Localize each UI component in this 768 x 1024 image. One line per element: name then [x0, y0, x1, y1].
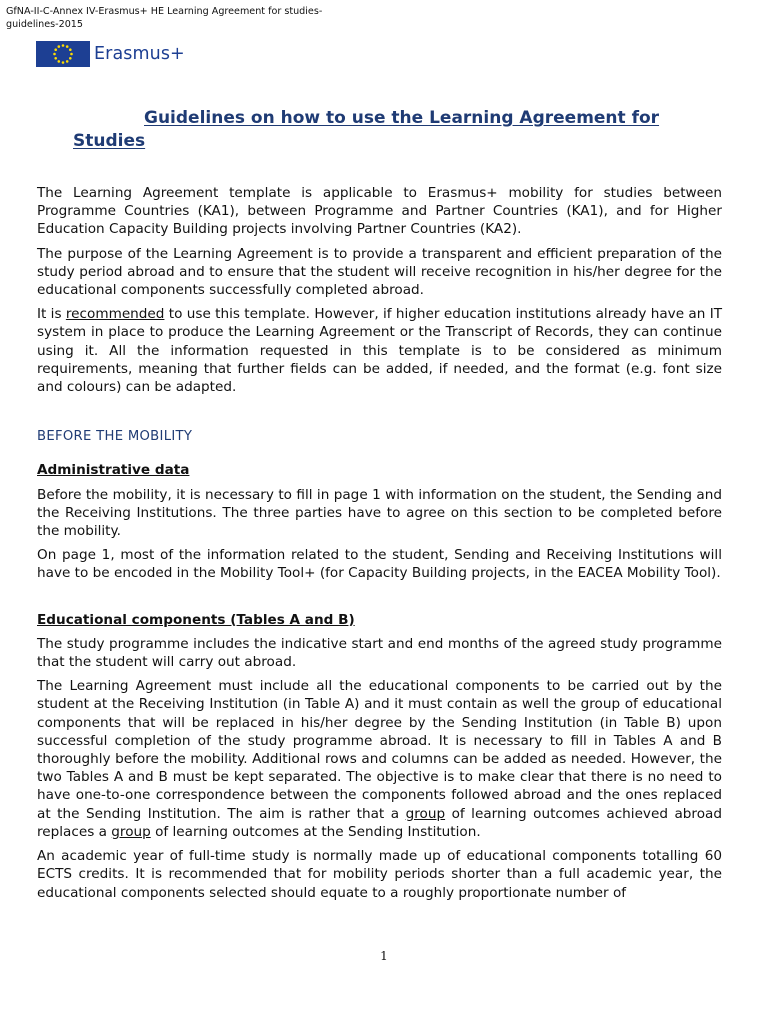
intro-paragraph-3: It is recommended to use this template. However, if higher education institutions already have an IT system in place to produce the Learning Agreement or the Transcript of Records, they can continue using it. All the information requested in this template is to be considered as minimum requirements, meaning that further fields can be added, if needed, and the format (e.g. font size and colours) can be adapted. — [37, 306, 723, 396]
admin-paragraph-1: Before the mobility, it is necessary to fill in page 1 with information on the student, the Sending and the Receiving Institutions. The three parties have to agree on this section to be completed before the mobility. — [37, 486, 722, 540]
admin-paragraph-2: On page 1, most of the information related to the student, Sending and Receiving Institutions will have to be encoded in the Mobility Tool+ (for Capacity Building projects, in the EACEA Mobility Tool). — [37, 547, 722, 582]
section-heading-before-mobility: BEFORE THE MOBILITY — [37, 429, 193, 445]
edu-paragraph-3: An academic year of full-time study is normally made up of educational components totalling 60 ECTS credits. It is recommended that for mobility periods shorter than a full academic year, the educational components selected should equate to a roughly proportionate number of — [37, 848, 722, 901]
subheading-educational-components: Educational components (Tables A and B) — [37, 611, 355, 628]
edu-paragraph-2: The Learning Agreement must include all the educational components to be carried out by the student at the Receiving Institution (in Table A) and it must contain as well the group of educational components that will be replaced in his/her degree by the Sending Institution (in Table B) upon successful completion of the study programme abroad. It is necessary to fill in Tables A and B thoroughly before the mobility. Additional rows and columns can be added as needed. However, the two Tables A and B must be kept separated. The objective is to make clear that there is no need to have one-to-one correspondence between the components followed abroad and the ones replaced at the Sending Institution. The aim is rather that a group of learning outcomes achieved abroad replaces a group of learning outcomes at the Sending Institution. — [37, 678, 722, 840]
intro-paragraph-1: The Learning Agreement template is applicable to Erasmus+ mobility for studies between Programme Countries (KA1), between Programme and Partner Countries (KA1), and for Higher Education Capacity Building projects involving Partner Countries (KA2). — [37, 185, 722, 238]
title-line-1: Guidelines on how to use the Learning Agreement for — [144, 108, 660, 128]
erasmus-logo-text: Erasmus+ — [94, 44, 185, 64]
document-body — [37, 184, 722, 908]
subheading-administrative-data: Administrative data — [37, 462, 190, 479]
intro-paragraph-2: The purpose of the Learning Agreement is to provide a transparent and efficient preparation of the study period abroad and to ensure that the student will receive recognition in his/her degree for the educational components successfully completed abroad. — [37, 245, 722, 299]
edu-paragraph-1: The study programme includes the indicative start and end months of the agreed study programme that the student will carry out abroad. — [37, 635, 722, 671]
eu-flag-icon — [36, 41, 90, 67]
erasmus-logo — [36, 41, 185, 67]
document-reference: GfNA-II-C-Annex IV-Erasmus+ HE Learning Agreement for studies-guidelines-2015 — [6, 6, 323, 30]
page-number: 1 — [380, 949, 388, 963]
recommended-underlined: recommended — [65, 306, 165, 323]
group-underlined-2: group — [111, 823, 151, 840]
title-line-2: Studies — [73, 131, 146, 151]
group-underlined-1: group — [405, 805, 446, 822]
page-title — [73, 107, 723, 153]
